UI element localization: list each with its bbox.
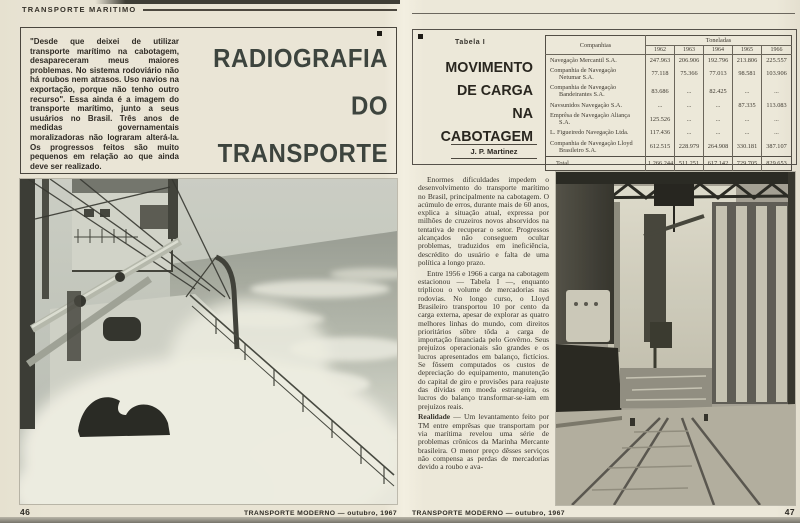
year-header: 1963 — [675, 46, 704, 55]
tonnage-value: 87.335 — [733, 100, 762, 110]
headline-line-2: DO TRANSPORTE — [217, 92, 388, 169]
section-header — [22, 5, 397, 14]
right-page-footer — [412, 507, 795, 517]
total-value: 829.653 — [762, 156, 792, 170]
table-title-line-1: MOVIMENTO — [445, 59, 533, 76]
year-header: 1962 — [646, 46, 675, 55]
table-row — [546, 83, 792, 100]
company-name: L. Figueiredo Navegação Ltda. — [550, 129, 629, 137]
year-header: 1966 — [762, 46, 792, 55]
corner-marker-square — [418, 34, 423, 39]
tonnage-value: ... — [675, 110, 704, 127]
company-name: Companhia de Navegação Netumar S.A. — [550, 66, 617, 81]
left-page-footer — [20, 507, 397, 517]
page-number: 46 — [20, 507, 31, 517]
company-name: Companhia de Navegação Bandeirantes S.A. — [550, 84, 617, 99]
table-row — [546, 100, 792, 110]
tonnage-value: 98.581 — [733, 65, 762, 82]
table-title-line-3: NA CABOTAGEM — [440, 105, 533, 145]
tonnage-value: 387.107 — [762, 138, 792, 156]
tonnage-value: ... — [675, 83, 704, 100]
tonnage-value: ... — [675, 100, 704, 110]
company-name: Navsunidos Navegação S.A. — [550, 101, 623, 109]
company-name: Emprêsa de Navegação Aliança S.A. — [550, 111, 630, 127]
scan-edge-top — [95, 0, 400, 4]
total-value: 729.705 — [733, 156, 762, 170]
tonnage-value: 264.908 — [704, 138, 733, 156]
top-rule — [412, 13, 795, 14]
table-row — [546, 110, 792, 127]
table-row — [546, 65, 792, 82]
col-header-companies: Companhias — [546, 36, 646, 55]
tonnage-value: 113.083 — [762, 100, 792, 110]
storm-sea-ship-deck-photo — [20, 179, 397, 504]
section-label: TRANSPORTE MARITIMO — [22, 5, 137, 14]
headline-line-1: RADIOGRAFIA — [213, 44, 388, 74]
tonnage-value: 82.425 — [704, 83, 733, 100]
tonnage-value: 75.366 — [675, 65, 704, 82]
tonnage-value: 117.436 — [646, 128, 675, 138]
tonnage-value: 228.979 — [675, 138, 704, 156]
table-row — [546, 128, 792, 138]
paragraph-lead: Realidade — [418, 412, 451, 422]
tonnage-value: 225.557 — [762, 55, 792, 66]
tonnage-value: ... — [646, 100, 675, 110]
tonnage-value: ... — [762, 110, 792, 127]
tonnage-value: ... — [733, 110, 762, 127]
tonnage-value: 83.686 — [646, 83, 675, 100]
tonnage-value: ... — [704, 100, 733, 110]
tonnage-value: 206.906 — [675, 55, 704, 66]
tonnage-value: ... — [733, 83, 762, 100]
tonnage-value: 192.796 — [704, 55, 733, 66]
paragraph-text: — Um levantamento feito por TM entre emprêsas que transportam por via marítima revelou uma série de problemas crônicos da Marinha Mercante brasileira. O menor preço dêsses serviços não compensa as perdas de mercadorias devido a roubo e ava- — [418, 412, 549, 472]
magazine-dateline: TRANSPORTE MODERNO — outubro, 1967 — [244, 510, 397, 517]
table-row — [546, 55, 792, 66]
pull-quote: "Desde que deixei de utilizar transporte marítimo na cabotagem, desapareceram meus maiores problemas. No sistema rodoviário não há roubos nem atrasos. Uso navios na exportação, porque não tenho outro recurso". Essa ainda é a imagem do transporte marítimo, junto a seus usuários no Brasil. Três anos de medidas governamentais moralizadoras não lograram alterá-la. Os progressos feitos são muito pequenos em relação ao que ainda deve ser realizado. — [30, 37, 179, 171]
tonnage-value: 77.118 — [646, 65, 675, 82]
harbor-pier-photo — [556, 172, 795, 505]
tonnage-value: 330.181 — [733, 138, 762, 156]
page-number: 47 — [784, 507, 795, 517]
table-title — [432, 56, 533, 148]
article-paragraph: Entre 1956 e 1966 a carga na cabotagem estacionou — Tabela I —, enquanto triplicou o volume de mercadorias nas rodovias. No longo curso, o Lloyd Brasileiro transportou 10 por cento da carga externa, apesar de explorar as quatro melhores linhas do mundo, com direitos prioritários sôbre tôda a carga de importação financiada pelo Govêrno. Seus prejuízos operacionais são grandes e os lucros apresentados em balanço, fictícios. Se fôssem computados os custos de depreciação do equipamento, manutenção do capital de giro e provisões para reajuste das dívidas em moeda estrangeira, os lucros do balanço transformar-se-iam em prejuízos reais. — [418, 268, 549, 411]
article-text-column — [418, 176, 549, 510]
article-paragraph: Enormes dificuldades impedem o desenvolvimento do transporte marítimo no Brasil, principalmente na cabotagem. O acúmulo de erros, durante mais de 60 anos, explica a situação atual, expressa por milhões de cruzeiros novos absorvidos na tentativa de recuperar o setor. Progressos alcançados não conseguem ocultar problemas, traduzidos em ineficiência, descrédito do usuário e falta de uma política a longo prazo. — [418, 176, 549, 267]
table-box — [412, 29, 797, 165]
section-rule — [143, 9, 397, 11]
year-header: 1964 — [704, 46, 733, 55]
year-header: 1965 — [733, 46, 762, 55]
table-row — [546, 138, 792, 156]
tonnage-value: ... — [733, 128, 762, 138]
tonnage-value: 612.515 — [646, 138, 675, 156]
tonnage-value: 247.963 — [646, 55, 675, 66]
tonnage-value: 103.906 — [762, 65, 792, 82]
total-value: 511.251 — [675, 156, 704, 170]
tonnage-value: 213.806 — [733, 55, 762, 66]
headline-box — [20, 27, 397, 174]
table-title-line-2: DE CARGA — [456, 82, 533, 99]
table-total-row — [546, 156, 792, 170]
article-paragraph — [418, 413, 549, 471]
scan-edge-bottom — [0, 517, 800, 523]
tonnage-value: ... — [675, 128, 704, 138]
tonnage-value: ... — [704, 128, 733, 138]
tonnage-value: 77.013 — [704, 65, 733, 82]
cabotage-tonnage-table — [545, 35, 792, 171]
tonnage-value: 125.526 — [646, 110, 675, 127]
author-byline: J. P. Martinez — [451, 144, 537, 160]
tonnage-value: ... — [762, 83, 792, 100]
magazine-dateline: TRANSPORTE MODERNO — outubro, 1967 — [412, 510, 565, 517]
total-label: Total — [546, 156, 646, 170]
total-value: 1.266.244 — [646, 156, 675, 170]
company-name: Companhia de Navegação Lloyd Brasileiro S.A. — [550, 139, 633, 154]
total-value: 617.142 — [704, 156, 733, 170]
table-label: Tabela I — [455, 39, 486, 46]
tonnage-value: ... — [704, 110, 733, 127]
col-group-header-tonnes: Toneladas — [646, 36, 792, 46]
tonnage-value: ... — [762, 128, 792, 138]
company-name: Navegação Mercantil S.A. — [550, 56, 617, 64]
